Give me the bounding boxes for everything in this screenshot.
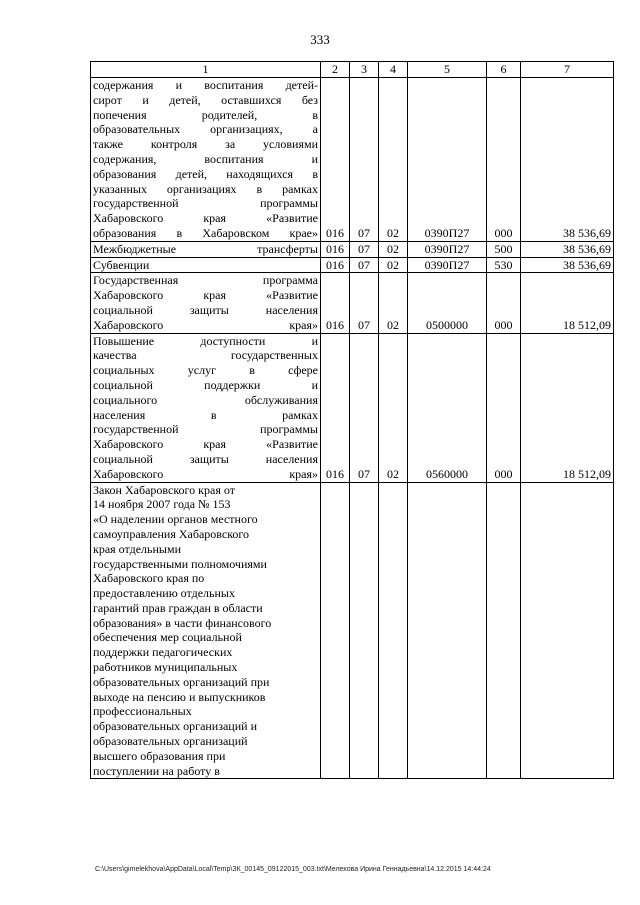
description-line: государственной программы — [93, 196, 318, 211]
expense-type-cell: 500 — [487, 241, 521, 257]
amount-cell — [521, 482, 614, 779]
subsection-code-cell: 02 — [379, 78, 408, 242]
description-line: государственными полномочиями — [93, 556, 267, 571]
target-article-cell — [408, 482, 487, 779]
description-line: Государственная программа — [93, 273, 318, 288]
description-line: социальной защиты населения — [93, 451, 318, 466]
target-article-cell: 0390П27 — [408, 241, 487, 257]
section-code-cell: 07 — [350, 273, 379, 333]
section-code-cell — [350, 482, 379, 779]
description-line: 14 ноября 2007 года № 153 — [93, 497, 231, 512]
description-line: попечения родителей, в — [93, 107, 318, 122]
description-line: работников муниципальных — [93, 660, 238, 675]
amount-cell: 38 536,69 — [521, 241, 614, 257]
description-line: государственной программы — [93, 422, 318, 437]
section-code-cell: 07 — [350, 241, 379, 257]
file-path-footer: C:\Users\gimelekhova\AppData\Local\Temp\ЗК_00145_09122015_003.txt\Мелехова Ирина Геннадьевна\14.12.2015 14:44:24 — [95, 866, 491, 873]
description-line: Повышение доступности и — [93, 333, 318, 348]
page-number: 333 — [310, 32, 330, 47]
description-line: поступлении на работу в — [93, 763, 220, 778]
description-line: образовательных организаций — [93, 734, 248, 749]
description-line: высшего образования при — [93, 748, 226, 763]
description-line: образования в Хабаровском крае» — [93, 225, 318, 240]
description-line: Межбюджетные трансферты — [93, 241, 318, 256]
ministry-code-cell: 016 — [321, 333, 350, 482]
description-line: социальной поддержки и — [93, 377, 318, 392]
section-code-cell: 07 — [350, 257, 379, 273]
expense-type-cell: 530 — [487, 257, 521, 273]
description-line: самоуправления Хабаровского — [93, 526, 250, 541]
description-line: образовательных организаций при — [93, 674, 270, 689]
expense-type-cell: 000 — [487, 273, 521, 333]
description-line: Хабаровского края «Развитие — [93, 437, 318, 452]
section-code-cell: 07 — [350, 333, 379, 482]
amount-cell: 18 512,09 — [521, 333, 614, 482]
description-line: Хабаровского края «Развитие — [93, 211, 318, 226]
description-line: сирот и детей, оставшихся без — [93, 92, 318, 107]
description-line: поддержки педагогических — [93, 645, 233, 660]
subsection-code-cell: 02 — [379, 241, 408, 257]
description-line: выходе на пенсию и выпускников — [93, 689, 266, 704]
table-row — [91, 333, 614, 482]
description-line: содержания, воспитания и — [93, 151, 318, 166]
description-line: Субвенции — [93, 257, 150, 272]
description-line: населения в рамках — [93, 407, 318, 422]
description-line: гарантий прав граждан в области — [93, 600, 263, 615]
description-line: профессиональных — [93, 704, 192, 719]
description-line: «О наделении органов местного — [93, 512, 258, 527]
ministry-code-cell: 016 — [321, 257, 350, 273]
expense-type-cell: 000 — [487, 78, 521, 242]
description-line: Хабаровского края «Развитие — [93, 288, 318, 303]
section-code-cell: 07 — [350, 78, 379, 242]
expense-type-cell: 000 — [487, 333, 521, 482]
table-row — [91, 241, 614, 257]
row-description — [91, 273, 321, 333]
row-description — [91, 333, 321, 482]
description-line: образовательных организаций и — [93, 719, 257, 734]
description-line: Хабаровского края» — [93, 466, 318, 481]
description-line: края отдельными — [93, 541, 181, 556]
description-line: обеспечения мер социальной — [93, 630, 242, 645]
row-description — [91, 78, 321, 242]
column-header-2: 2 — [321, 62, 350, 78]
ministry-code-cell: 016 — [321, 78, 350, 242]
target-article-cell: 0500000 — [408, 273, 487, 333]
description-line: указанных организациях в рамках — [93, 181, 318, 196]
table-row — [91, 273, 614, 333]
amount-cell: 38 536,69 — [521, 257, 614, 273]
column-header-4: 4 — [379, 62, 408, 78]
description-line: качества государственных — [93, 348, 318, 363]
subsection-code-cell — [379, 482, 408, 779]
target-article-cell: 0390П27 — [408, 257, 487, 273]
row-description — [91, 241, 321, 257]
description-line: Закон Хабаровского края от — [93, 482, 235, 497]
amount-cell: 18 512,09 — [521, 273, 614, 333]
column-header-5: 5 — [408, 62, 487, 78]
expense-type-cell — [487, 482, 521, 779]
budget-table — [90, 61, 614, 779]
table-row — [91, 257, 614, 273]
ministry-code-cell: 016 — [321, 241, 350, 257]
target-article-cell: 0560000 — [408, 333, 487, 482]
table-row — [91, 482, 614, 779]
column-header-3: 3 — [350, 62, 379, 78]
description-line: социальной защиты населения — [93, 302, 318, 317]
description-line: Хабаровского края» — [93, 317, 318, 332]
subsection-code-cell: 02 — [379, 333, 408, 482]
subsection-code-cell: 02 — [379, 257, 408, 273]
header-row — [91, 62, 614, 78]
description-line: Хабаровского края по — [93, 571, 205, 586]
amount-cell: 38 536,69 — [521, 78, 614, 242]
description-line: содержания и воспитания детей- — [93, 78, 318, 92]
description-line: социального обслуживания — [93, 392, 318, 407]
description-line: образовательных организациях, а — [93, 122, 318, 137]
description-line: социальных услуг в сфере — [93, 363, 318, 378]
target-article-cell: 0390П27 — [408, 78, 487, 242]
table-row — [91, 78, 614, 242]
table-body — [91, 78, 614, 779]
description-line: образования детей, находящихся в — [93, 166, 318, 181]
description-line: предоставлению отдельных — [93, 586, 235, 601]
column-header-7: 7 — [521, 62, 614, 78]
ministry-code-cell: 016 — [321, 273, 350, 333]
column-header-6: 6 — [487, 62, 521, 78]
subsection-code-cell: 02 — [379, 273, 408, 333]
row-description — [91, 257, 321, 273]
column-header-1: 1 — [91, 62, 321, 78]
row-description — [91, 482, 321, 779]
description-line: образования» в части финансового — [93, 615, 272, 630]
ministry-code-cell — [321, 482, 350, 779]
description-line: также контроля за условиями — [93, 137, 318, 152]
